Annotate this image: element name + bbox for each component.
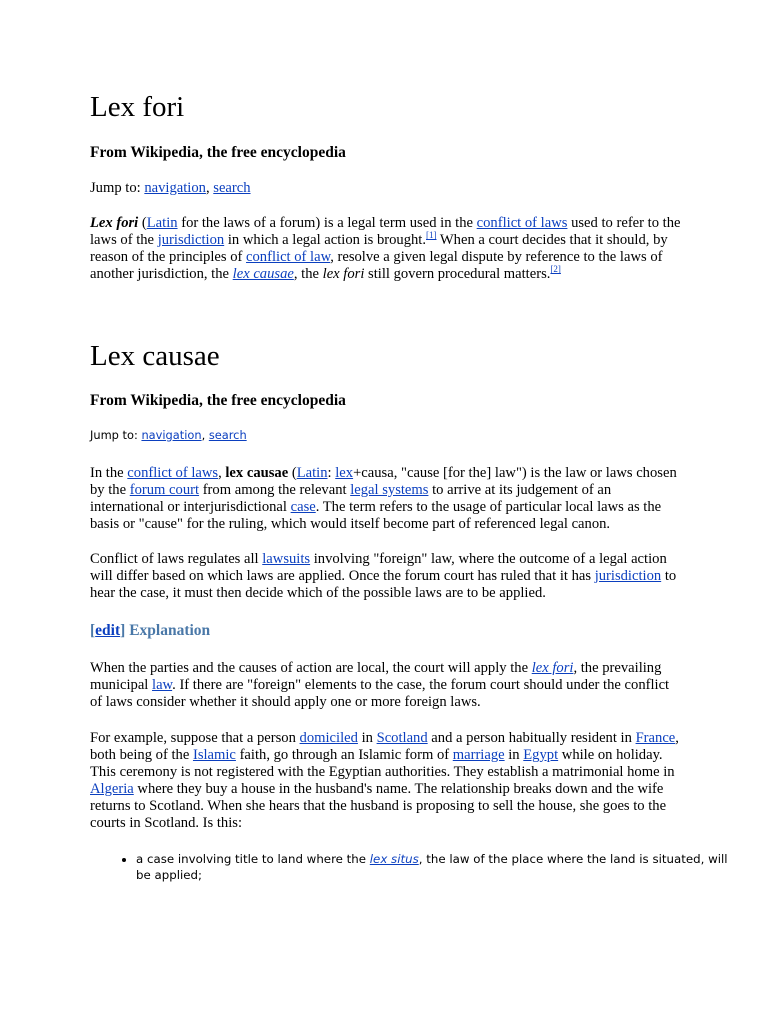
france-link[interactable]: France bbox=[635, 730, 676, 746]
conflict-of-laws-link[interactable]: conflict of laws bbox=[476, 215, 568, 231]
options-list bbox=[90, 851, 728, 883]
domiciled-link[interactable]: domiciled bbox=[299, 730, 358, 746]
jump-to-lex-causae: Jump to: navigation, search bbox=[90, 428, 247, 442]
lex-causae-link[interactable]: lex causae bbox=[232, 266, 294, 282]
reference-1-link[interactable]: [1] bbox=[426, 230, 437, 240]
egypt-link[interactable]: Egypt bbox=[523, 747, 559, 763]
latin-link[interactable]: Latin bbox=[296, 465, 328, 481]
case-link[interactable]: case bbox=[290, 499, 316, 515]
tagline-lex-fori: From Wikipedia, the free encyclopedia bbox=[90, 144, 346, 161]
legal-systems-link[interactable]: legal systems bbox=[350, 482, 429, 498]
navigation-link[interactable]: navigation bbox=[144, 180, 206, 196]
lex-causae-paragraph-1: In the conflict of laws, lex causae (Latin: lex+causa, "cause [for the] law") is the law or laws chosen by the forum court from among the relevant legal systems to arrive at its judgement of an international or interjurisdictional case. The term refers to the usage of particular local laws as the basis or "cause" for the ruling, which would itself become part of referenced legal canon. bbox=[90, 465, 677, 532]
search-link[interactable]: search bbox=[213, 180, 251, 196]
lawsuits-link[interactable]: lawsuits bbox=[262, 551, 311, 567]
islamic-link[interactable]: Islamic bbox=[192, 747, 236, 763]
section-heading-explanation: [edit] Explanation bbox=[90, 622, 211, 639]
explanation-paragraph-2: For example, suppose that a person domiciled in Scotland and a person habitually resident in France, both being of the Islamic faith, go through an Islamic form of marriage in Egypt while on holiday. This ceremony is not registered with the Egyptian authorities. They establish a matrimonial home in Algeria where they buy a house in the husband's name. The relationship breaks down and the wife returns to Scotland. When she hears that the husband is proposing to sell the house, she goes to the courts in Scotland. Is this: bbox=[90, 730, 679, 831]
page-title-lex-fori: Lex fori bbox=[90, 91, 185, 123]
jurisdiction-link[interactable]: jurisdiction bbox=[157, 232, 225, 248]
algeria-link[interactable]: Algeria bbox=[90, 781, 134, 797]
jurisdiction-link[interactable]: jurisdiction bbox=[594, 568, 662, 584]
conflict-of-law-link[interactable]: conflict of law bbox=[246, 249, 331, 265]
search-link[interactable]: search bbox=[208, 428, 247, 442]
reference-2-link[interactable]: [2] bbox=[550, 264, 561, 274]
lex-fori-paragraph: Lex fori (Latin for the laws of a forum) is a legal term used in the conflict of laws used to refer to the laws of the jurisdiction in which a legal action is brought.[1] When a court decides that it should, by reason of the principles of conflict of law, resolve a given legal dispute by reference to the laws of another jurisdiction, the lex causae, the lex fori still govern procedural matters.[2] bbox=[90, 215, 681, 282]
lex-link[interactable]: lex bbox=[335, 465, 354, 481]
edit-link[interactable]: edit bbox=[95, 622, 121, 639]
latin-link[interactable]: Latin bbox=[146, 215, 178, 231]
lex-situs-link[interactable]: lex situs bbox=[369, 852, 419, 866]
forum-court-link[interactable]: forum court bbox=[129, 482, 200, 498]
conflict-of-laws-link[interactable]: conflict of laws bbox=[127, 465, 219, 481]
scotland-link[interactable]: Scotland bbox=[376, 730, 428, 746]
marriage-link[interactable]: marriage bbox=[452, 747, 505, 763]
tagline-lex-causae: From Wikipedia, the free encyclopedia bbox=[90, 392, 346, 409]
navigation-link[interactable]: navigation bbox=[141, 428, 202, 442]
explanation-paragraph-1: When the parties and the causes of action are local, the court will apply the lex fori, the prevailing municipal law. If there are "foreign" elements to the case, the forum court should under the conflict of laws consider whether it should apply one or more foreign laws. bbox=[90, 660, 670, 710]
law-link[interactable]: law bbox=[152, 677, 173, 693]
lex-causae-paragraph-2: Conflict of laws regulates all lawsuits involving "foreign" law, where the outcome of a legal action will differ based on which laws are applied. Once the forum court has ruled that it has jurisdiction to hear the case, it must then decide which of the possible laws are to be applied. bbox=[90, 551, 677, 601]
list-item: • a case involving title to land where the lex situs, the law of the place where the land is situated, will be applied; bbox=[136, 851, 728, 883]
jump-to-lex-fori: Jump to: navigation, search bbox=[90, 180, 251, 196]
page-title-lex-causae: Lex causae bbox=[90, 340, 220, 372]
lex-fori-link[interactable]: lex fori bbox=[531, 660, 574, 676]
